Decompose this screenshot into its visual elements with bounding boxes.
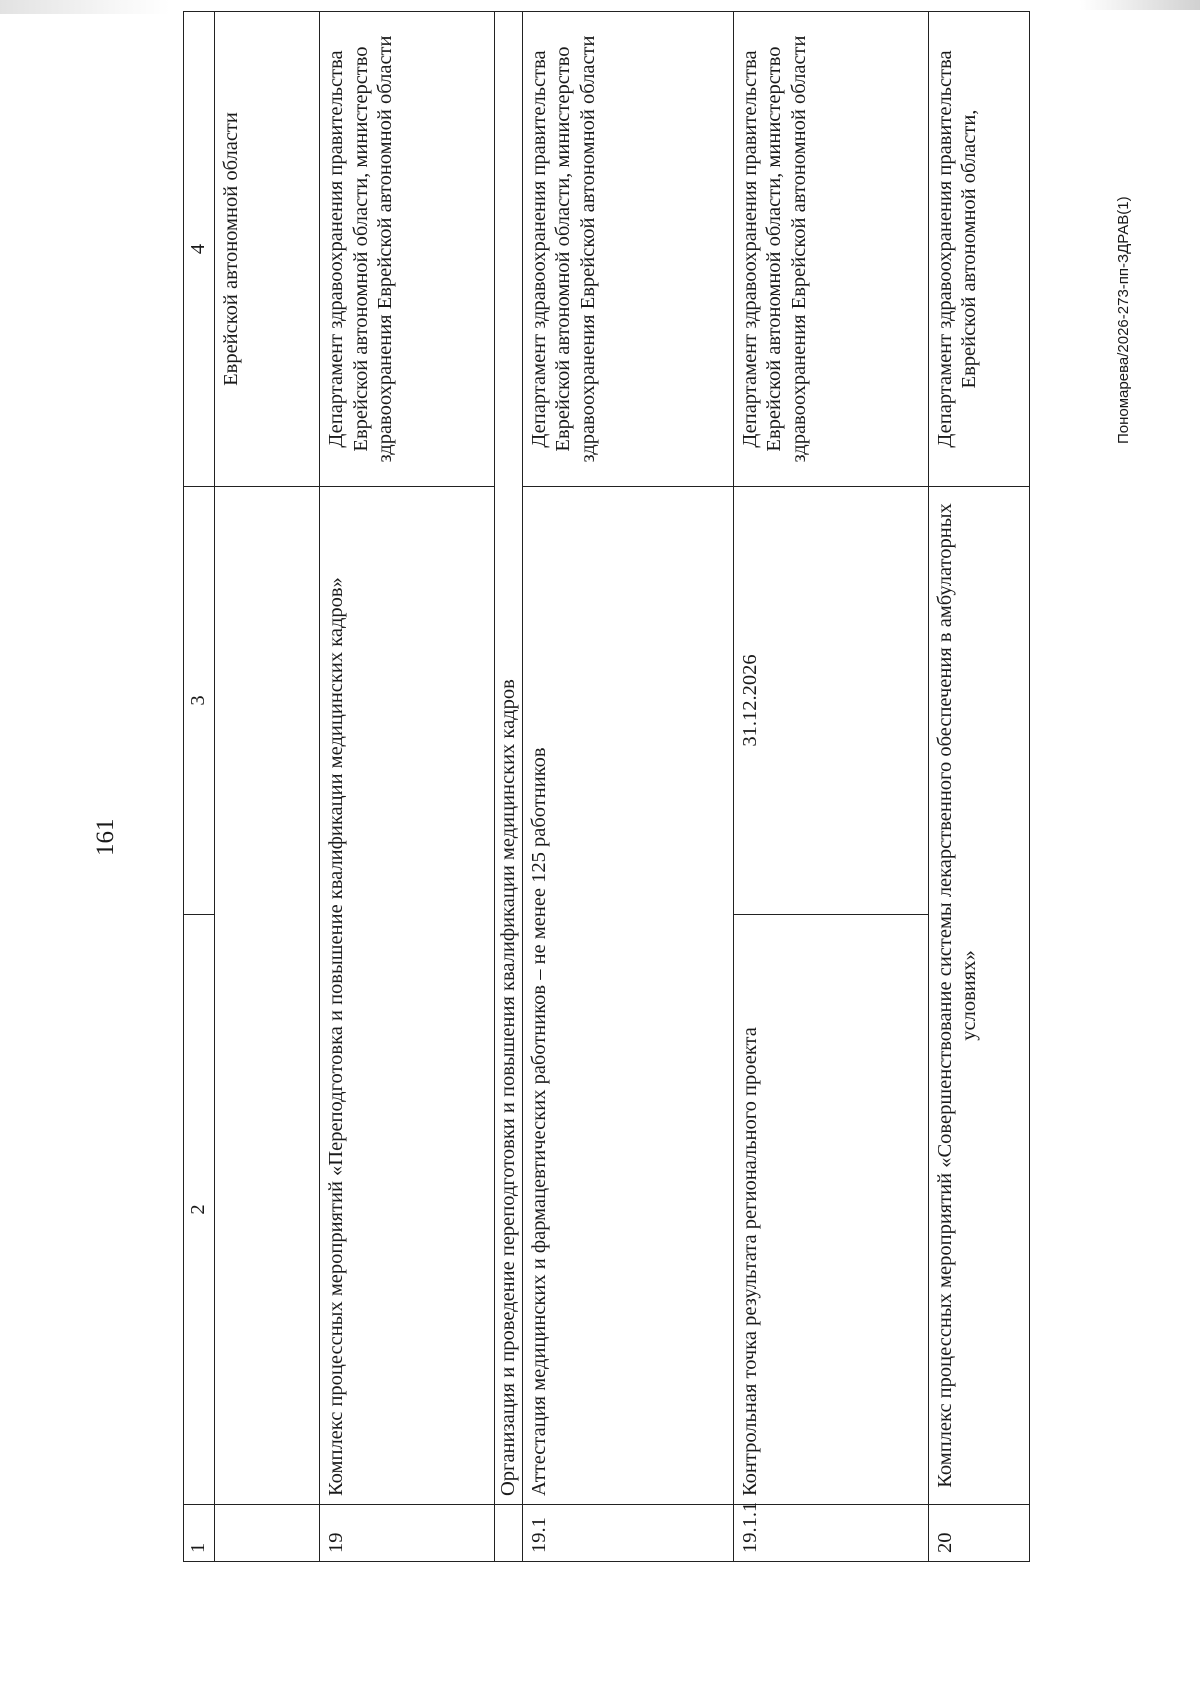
table-row (320, 12, 495, 1562)
header-col-4: 4 (184, 12, 215, 487)
table-row (522, 12, 733, 1562)
cell-measure-text: Аттестация медицинских и фармацевтических работников – не менее 125 работников (522, 487, 733, 1505)
cell-number: 20 (928, 1505, 1029, 1562)
cell-responsible: Департамент здравоохранения правительства Еврейской автономной области, министерство здравоохранения Еврейской автономной области (320, 12, 495, 487)
cell-number: 19.1 (522, 1505, 733, 1562)
table-row-continuation (215, 12, 320, 1562)
cell-responsible: Департамент здравоохранения правительства Еврейской автономной области, (928, 12, 1029, 487)
cell-empty (215, 1505, 320, 1562)
cell-number: 19 (320, 1505, 495, 1562)
header-col-1: 1 (184, 1505, 215, 1562)
cell-deadline-date: 31.12.2026 (733, 487, 928, 915)
cell-responsible: Еврейской автономной области (215, 12, 320, 487)
cell-measure-text: Комплекс процессных мероприятий «Переподготовка и повышение квалификации медицинских кадров» (320, 487, 495, 1505)
header-col-3: 3 (184, 487, 215, 915)
cell-responsible: Департамент здравоохранения правительства Еврейской автономной области, министерство здравоохранения Еврейской автономной области (522, 12, 733, 487)
header-col-2: 2 (184, 915, 215, 1505)
table-row (733, 12, 928, 1562)
cell-measure-text: Комплекс процессных мероприятий «Совершенствование системы лекарственного обеспечения в амбулаторных условиях» (928, 487, 1029, 1505)
section-title: Организация и проведение переподготовки и повышения квалификации медицинских кадров (495, 12, 523, 1505)
cell-number: 19.1.1 (733, 1505, 928, 1562)
table-row (928, 12, 1029, 1562)
cell-empty (215, 487, 320, 1505)
cell-empty (495, 1505, 523, 1562)
document-footer-code: Пономарева/2026-273-пп-ЗДРАВ(1) (1115, 196, 1132, 444)
page-number: 161 (92, 818, 119, 856)
cell-responsible: Департамент здравоохранения правительства Еврейской автономной области, министерство здравоохранения Еврейской автономной области (733, 12, 928, 487)
table-header-row (184, 12, 215, 1562)
cell-measure-text: Контрольная точка результата регионального проекта (733, 915, 928, 1505)
measures-table (183, 11, 1030, 1562)
table-section-row (495, 12, 523, 1562)
